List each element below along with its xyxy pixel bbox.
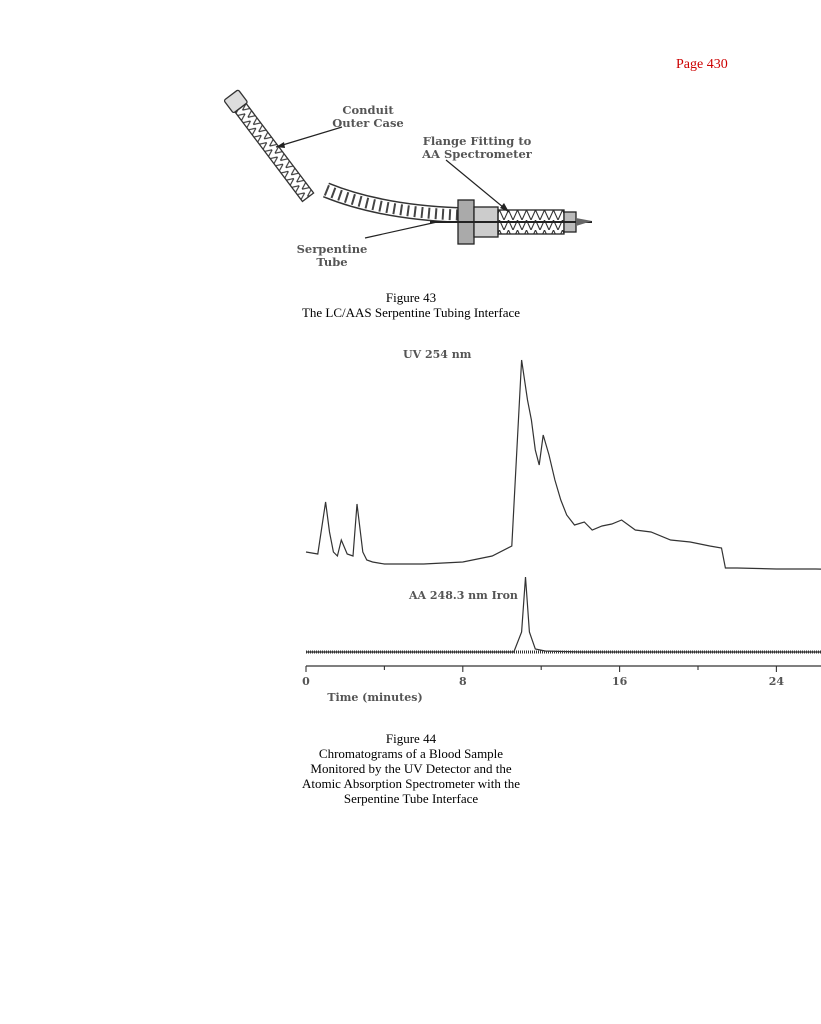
figure-44-line-3: Atomic Absorption Spectrometer with the <box>301 776 521 791</box>
figure-44-caption <box>230 731 592 806</box>
figure-44-line-2: Monitored by the UV Detector and the <box>310 761 512 776</box>
time-tick-label: 24 <box>768 675 785 688</box>
aa-trace-line <box>306 577 821 652</box>
uv-series-label: UV 254 nm <box>403 348 472 361</box>
conduit-upper <box>224 90 315 203</box>
time-tick-label: 8 <box>458 675 467 688</box>
figure-44-line-1: Chromatograms of a Blood Sample <box>318 746 504 761</box>
figure-44-chart <box>0 330 821 720</box>
page-number: Page 430 <box>676 57 728 72</box>
figure-43-diagram <box>0 0 821 290</box>
figure-43-title: The LC/AAS Serpentine Tubing Interface <box>301 305 521 320</box>
figure-44-number: Figure 44 <box>385 731 437 746</box>
label-serpentine-1: Serpentine <box>296 242 368 256</box>
label-serpentine-2: Tube <box>316 255 348 269</box>
uv-trace-line <box>306 360 821 570</box>
figure-43-number: Figure 43 <box>385 290 437 305</box>
time-tick-label: 16 <box>611 675 628 688</box>
aa-series-label: AA 248.3 nm Iron <box>409 589 518 602</box>
time-axis-label: Time (minutes) <box>327 691 423 704</box>
time-tick-label: 0 <box>302 675 310 688</box>
label-flange-2: AA Spectrometer <box>422 147 532 161</box>
figure-44-line-4: Serpentine Tube Interface <box>343 791 479 806</box>
flange-fitting <box>430 200 592 244</box>
label-conduit-2: Outer Case <box>332 116 404 130</box>
label-conduit-1: Conduit <box>342 103 394 117</box>
label-flange-1: Flange Fitting to <box>422 134 532 148</box>
figure-43-caption <box>230 290 592 320</box>
